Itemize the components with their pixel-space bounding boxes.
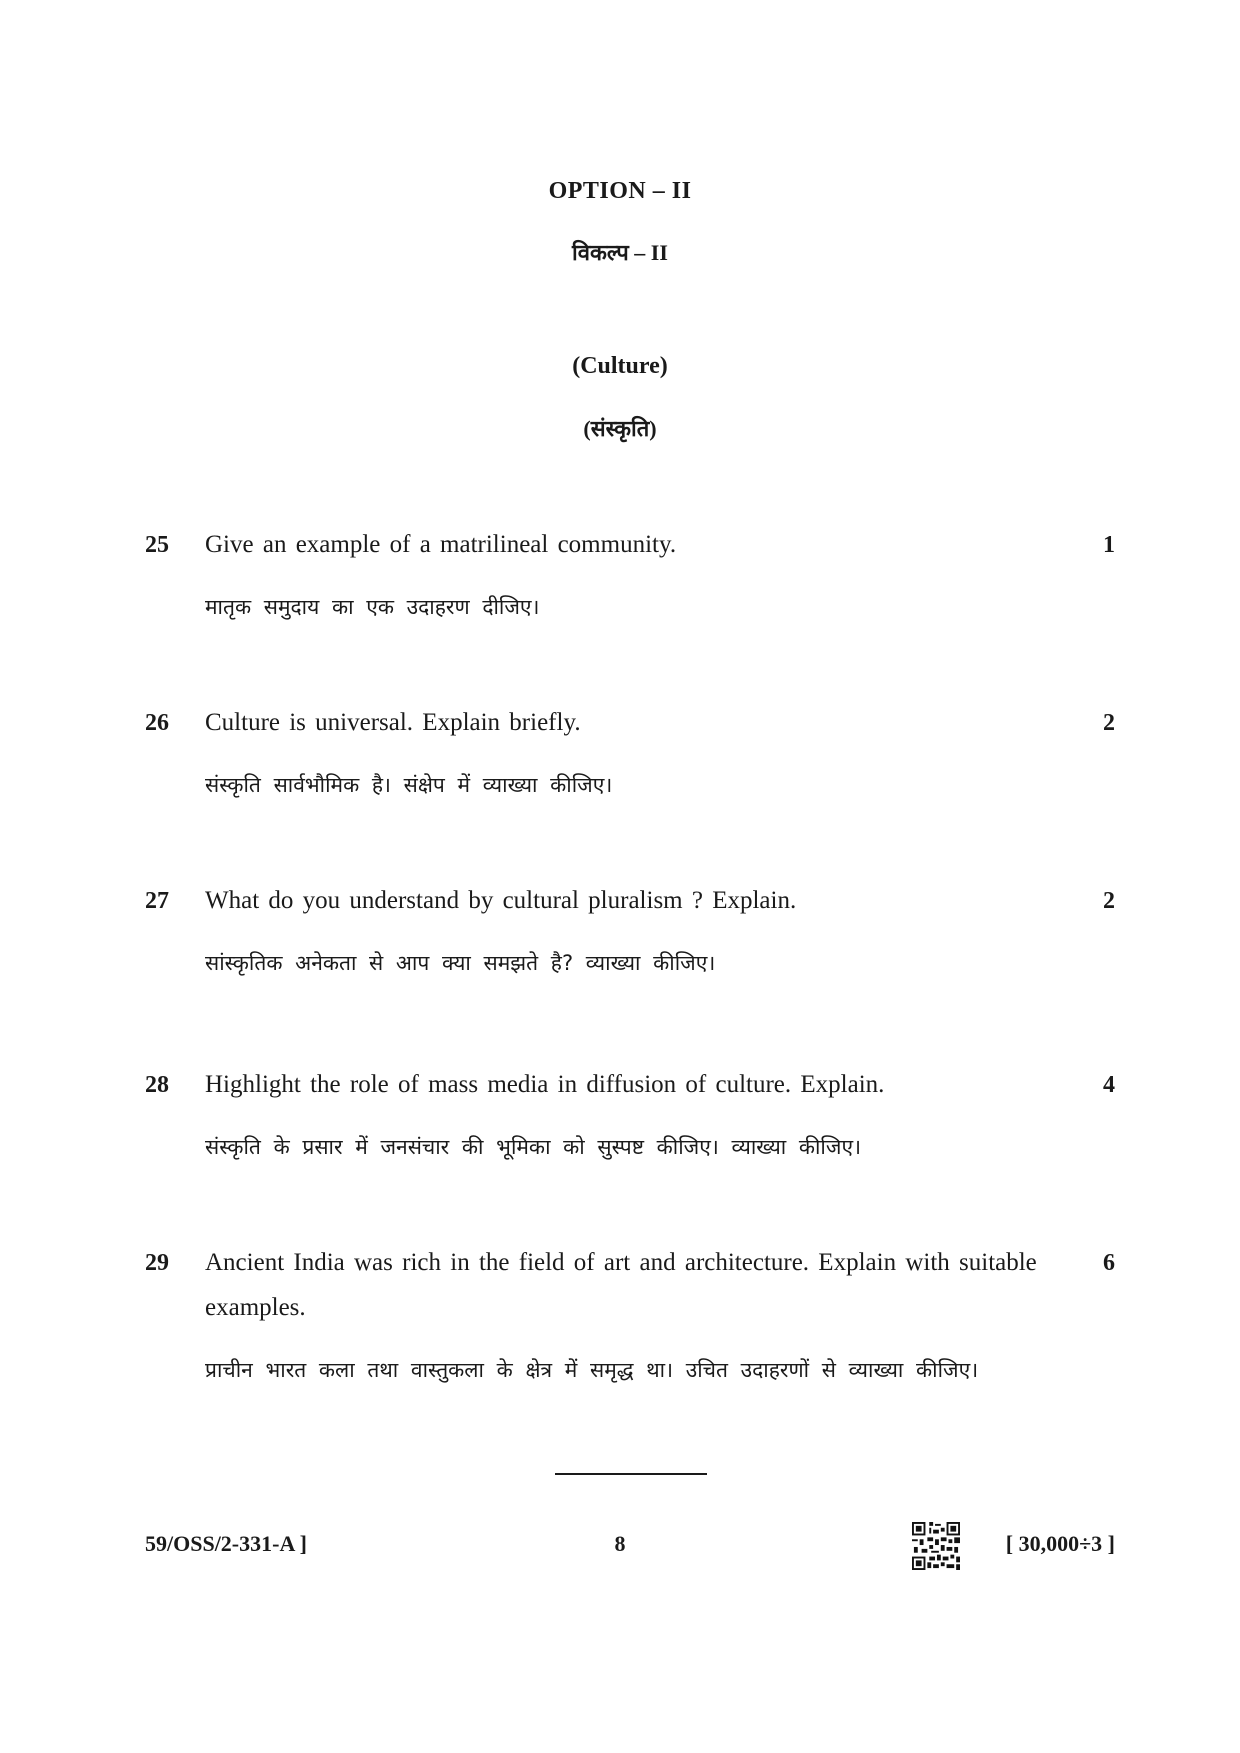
question-text-english: Culture is universal. Explain briefly. bbox=[205, 709, 581, 736]
option-title: OPTION – II bbox=[548, 178, 692, 204]
print-count: [ 30,000÷3 ] bbox=[1005, 1531, 1115, 1556]
question-text-hindi: प्राचीन भारत कला तथा वास्तुकला के क्षेत्र में समृद्ध था। उचित उदाहरणों से व्याख्या कीजिए। bbox=[205, 1358, 979, 1382]
question-text-english: Highlight the role of mass media in diffusion of culture. Explain. bbox=[205, 1071, 885, 1098]
question-number: 26 bbox=[145, 710, 169, 736]
question-text-english: Ancient India was rich in the field of art and architecture. Explain with suitable examples. bbox=[205, 1249, 1037, 1321]
page-number: 8 bbox=[614, 1531, 626, 1556]
question-number: 28 bbox=[145, 1072, 169, 1098]
question-marks: 6 bbox=[1103, 1250, 1115, 1276]
section-title: (Culture) bbox=[572, 353, 668, 379]
end-divider bbox=[555, 1473, 707, 1475]
question-text-hindi: मातृक समुदाय का एक उदाहरण दीजिए। bbox=[205, 595, 540, 619]
question-number: 27 bbox=[145, 888, 169, 914]
question-marks: 1 bbox=[1103, 532, 1115, 558]
question-text-hindi: सांस्कृतिक अनेकता से आप क्या समझते है? व्याख्या कीजिए। bbox=[205, 951, 716, 975]
question-text-english: Give an example of a matrilineal community. bbox=[205, 531, 677, 558]
paper-code: 59/OSS/2-331-A ] bbox=[145, 1531, 307, 1556]
question-number: 29 bbox=[145, 1250, 169, 1276]
question-marks: 4 bbox=[1103, 1072, 1115, 1098]
question-text-english: What do you understand by cultural pluralism ? Explain. bbox=[205, 887, 797, 914]
question-marks: 2 bbox=[1103, 710, 1115, 736]
question-number: 25 bbox=[145, 532, 169, 558]
section-title-hindi: (संस्कृति) bbox=[583, 416, 657, 441]
question-marks: 2 bbox=[1103, 888, 1115, 914]
question-text-hindi: संस्कृति के प्रसार में जनसंचार की भूमिका को सुस्पष्ट कीजिए। व्याख्या कीजिए। bbox=[205, 1135, 862, 1159]
option-title-hindi: विकल्प – II bbox=[572, 240, 668, 265]
qr-code-icon bbox=[912, 1522, 960, 1570]
question-text-hindi: संस्कृति सार्वभौमिक है। संक्षेप में व्याख्या कीजिए। bbox=[205, 773, 613, 797]
